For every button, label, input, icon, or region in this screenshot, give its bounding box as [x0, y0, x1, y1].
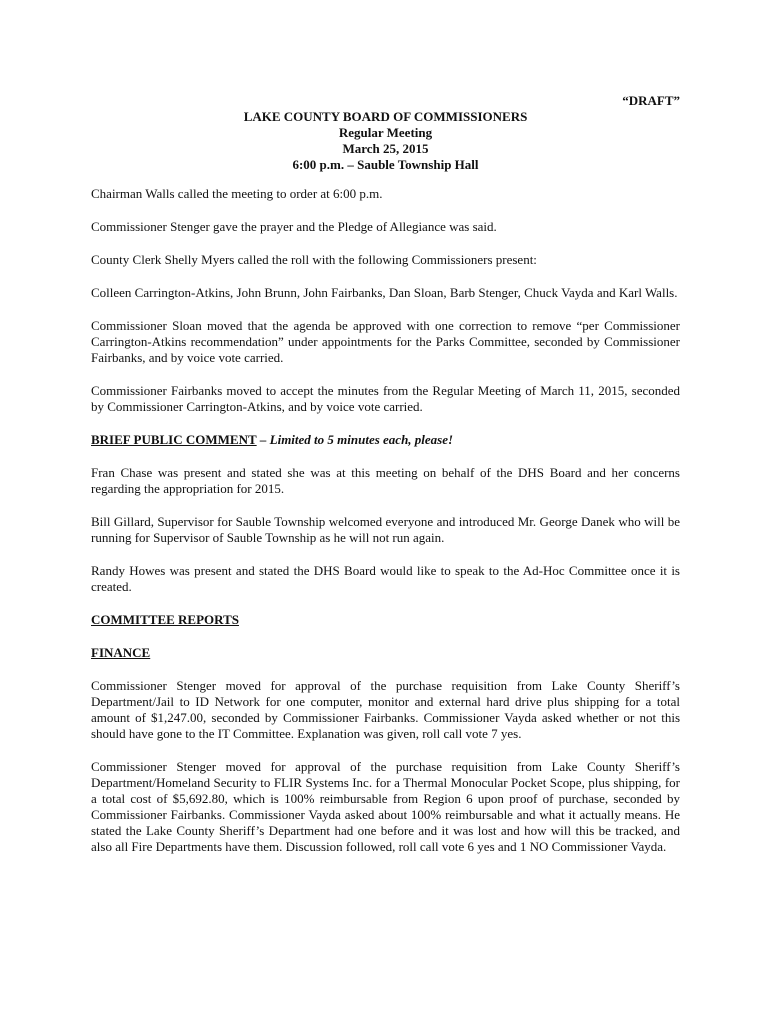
draft-label: “DRAFT” [622, 93, 680, 108]
public-comment-fran-chase: Fran Chase was present and stated she was at this meeting on behalf of the DHS Board and her concerns regarding the appropriation for 2015. [91, 465, 680, 496]
prayer-paragraph: Commissioner Stenger gave the prayer and the Pledge of Allegiance was said. [91, 219, 497, 234]
meeting-time-location: 6:00 p.m. – Sauble Township Hall [292, 157, 479, 172]
brief-public-comment-heading [91, 432, 680, 448]
board-title: LAKE COUNTY BOARD OF COMMISSIONERS [243, 109, 528, 124]
roll-call-paragraph: County Clerk Shelly Myers called the roll with the following Commissioners present: [91, 252, 537, 267]
commissioners-present-paragraph: Colleen Carrington-Atkins, John Brunn, John Fairbanks, Dan Sloan, Barb Stenger, Chuck Vayda and Karl Walls. [91, 285, 678, 300]
brief-public-comment-title: BRIEF PUBLIC COMMENT [91, 432, 257, 447]
document-page [91, 93, 680, 872]
call-to-order-paragraph: Chairman Walls called the meeting to order at 6:00 p.m. [91, 186, 383, 201]
finance-heading: FINANCE [91, 645, 151, 660]
meeting-date: March 25, 2015 [342, 141, 429, 156]
agenda-approval-paragraph: Commissioner Sloan moved that the agenda be approved with one correction to remove “per Commissioner Carrington-Atkins recommendation” under appointments for the Parks Committee, seconded by Commissioner Fairbanks, and by voice vote carried. [91, 318, 680, 365]
committee-reports-heading: COMMITTEE REPORTS [91, 612, 239, 627]
finance-paragraph-flir: Commissioner Stenger moved for approval of the purchase requisition from Lake County Sheriff’s Department/Homeland Security to FLIR Systems Inc. for a Thermal Monocular Pocket Scope, plus shipping, for a total cost of $5,692.80, which is 100% reimbursable from Region 6 upon proof of purchase, seconded by Commissioner Fairbanks. Commissioner Vayda asked about 100% reimbursable and what it actually means. He stated the Lake County Sheriff’s Department had one before and it was lost and how will this be tracked, and also all Fire Departments have them. Discussion followed, roll call vote 6 yes and 1 NO Commissioner Vayda. [91, 759, 680, 854]
meeting-header [91, 109, 680, 173]
public-comment-bill-gillard: Bill Gillard, Supervisor for Sauble Township welcomed everyone and introduced Mr. George Danek who will be running for Supervisor of Sauble Township as he will not run again. [91, 514, 680, 545]
minutes-approval-paragraph: Commissioner Fairbanks moved to accept the minutes from the Regular Meeting of March 11, 2015, seconded by Commissioner Carrington-Atkins, and by voice vote carried. [91, 383, 680, 414]
finance-paragraph-id-network: Commissioner Stenger moved for approval of the purchase requisition from Lake County Sheriff’s Department/Jail to ID Network for one computer, monitor and external hard drive plus shipping for a total amount of $1,247.00, seconded by Commissioner Fairbanks. Commissioner Vayda asked whether or not this should have gone to the IT Committee. Explanation was given, roll call vote 7 yes. [91, 678, 680, 741]
meeting-type: Regular Meeting [338, 125, 433, 140]
brief-public-comment-subtitle: – Limited to 5 minutes each, please! [256, 432, 454, 447]
public-comment-randy-howes: Randy Howes was present and stated the DHS Board would like to speak to the Ad-Hoc Committee once it is created. [91, 563, 680, 594]
